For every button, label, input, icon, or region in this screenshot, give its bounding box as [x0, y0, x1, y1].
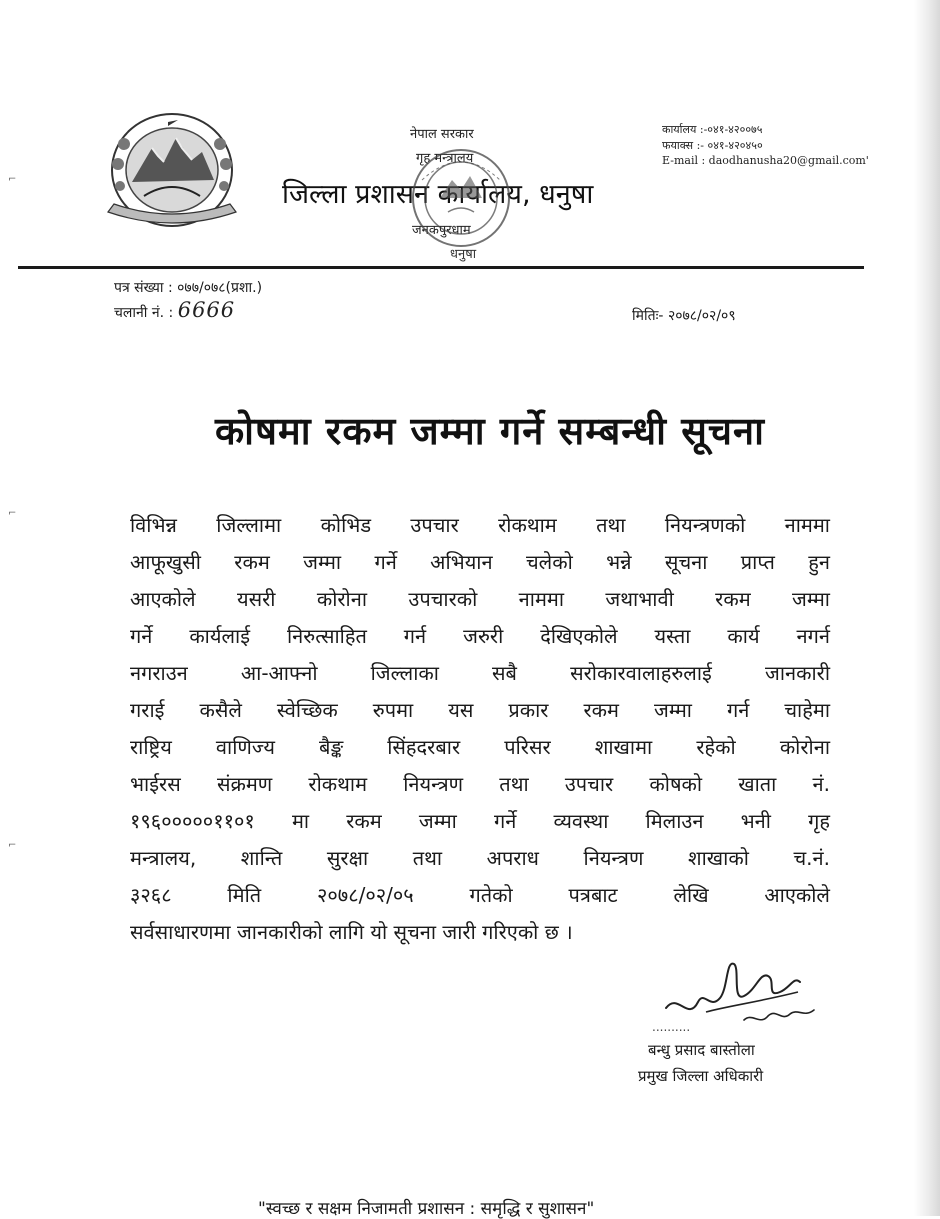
- body-line: १९६०००००११०१ मा रकम जम्मा गर्ने व्यवस्था मिलाउन भनी गृह: [130, 809, 830, 833]
- body-line: ३२६८ मिति २०७८/०२/०५ गतेको पत्रबाट लेखि आएकोले: [130, 883, 830, 907]
- scan-mark: ⌐: [8, 508, 17, 519]
- scan-mark: ⌐: [8, 174, 17, 185]
- date-label: मितिः-: [632, 308, 664, 324]
- body-line: गराई कसैले स्वेच्छिक रुपमा यस प्रकार रकम जम्मा गर्न चाहेमा: [130, 698, 830, 722]
- body-line: आफूखुसी रकम जम्मा गर्ने अभियान चलेको भन्ने सूचना प्राप्त हुन: [130, 550, 830, 574]
- body-line: मन्त्रालय, शान्ति सुरक्षा तथा अपराध नियन्त्रण शाखाको च.नं.: [130, 846, 830, 870]
- letter-number-label: पत्र संख्या :: [114, 280, 173, 296]
- signature-dots: ..........: [652, 1020, 691, 1034]
- body-line: गर्ने कार्यलाई निरुत्साहित गर्न जरुरी देखिएकोले यस्ता कार्य नगर्न: [130, 624, 830, 648]
- body-line: नगराउन आ-आफ्नो जिल्लाका सबै सरोकारवालाहरुलाई जानकारी: [130, 661, 830, 685]
- date-value: २०७८/०२/०९: [667, 308, 736, 324]
- ministry-line: गृह मन्त्रालय: [416, 151, 474, 166]
- dispatch-number-label: चलानी नं. :: [114, 305, 174, 321]
- body-line: भाईरस संक्रमण रोकथाम नियन्त्रण तथा उपचार कोषको खाता नं.: [130, 772, 830, 796]
- body-line: राष्ट्रिय वाणिज्य बैङ्क सिंहदरबार परिसर शाखामा रहेको कोरोना: [130, 735, 830, 759]
- signatory-designation: प्रमुख जिल्ला अधिकारी: [638, 1067, 764, 1085]
- fax-number: फयाक्स :- ०४१-४२०४५०: [662, 139, 763, 152]
- location-line: जनकपुरधाम: [412, 223, 471, 238]
- notice-title: कोषमा रकम जम्मा गर्ने सम्बन्धी सूचना: [215, 409, 765, 453]
- dispatch-number: [114, 298, 235, 322]
- letter-number: [114, 278, 262, 297]
- email-address: E-mail : daodhanusha20@gmail.com': [662, 154, 869, 167]
- letter-number-value: ०७७/०७८(प्रशा.): [177, 280, 263, 296]
- government-line: नेपाल सरकार: [410, 127, 474, 142]
- header-divider: [18, 266, 864, 269]
- notice-body: [130, 507, 830, 951]
- letter-date: [632, 306, 736, 325]
- nepal-emblem-icon: [94, 104, 250, 234]
- body-line: सर्वसाधारणमा जानकारीको लागि यो सूचना जारी गरिएको छ ।: [130, 920, 573, 944]
- body-line: आएकोले यसरी कोरोना उपचारको नाममा जथाभावी रकम जम्मा: [130, 587, 830, 611]
- seal-location-text: धनुषा: [450, 247, 477, 262]
- office-name: जिल्ला प्रशासन कार्यालय, धनुषा: [282, 179, 594, 210]
- dispatch-number-value: 6666: [177, 298, 236, 322]
- body-line: विभिन्न जिल्लामा कोभिड उपचार रोकथाम तथा नियन्त्रणको नाममा: [130, 513, 830, 537]
- page-edge-shadow: [914, 0, 940, 1216]
- signatory-name: बन्धु प्रसाद बास्तोला: [648, 1041, 755, 1059]
- office-phone: कार्यालय :-०४१-४२००७५: [662, 123, 763, 136]
- footer-motto: "स्वच्छ र सक्षम निजामती प्रशासन : समृद्धि र सुशासन": [258, 1199, 595, 1219]
- scan-mark: ⌐: [8, 840, 17, 851]
- office-seal-stamp: [402, 140, 520, 262]
